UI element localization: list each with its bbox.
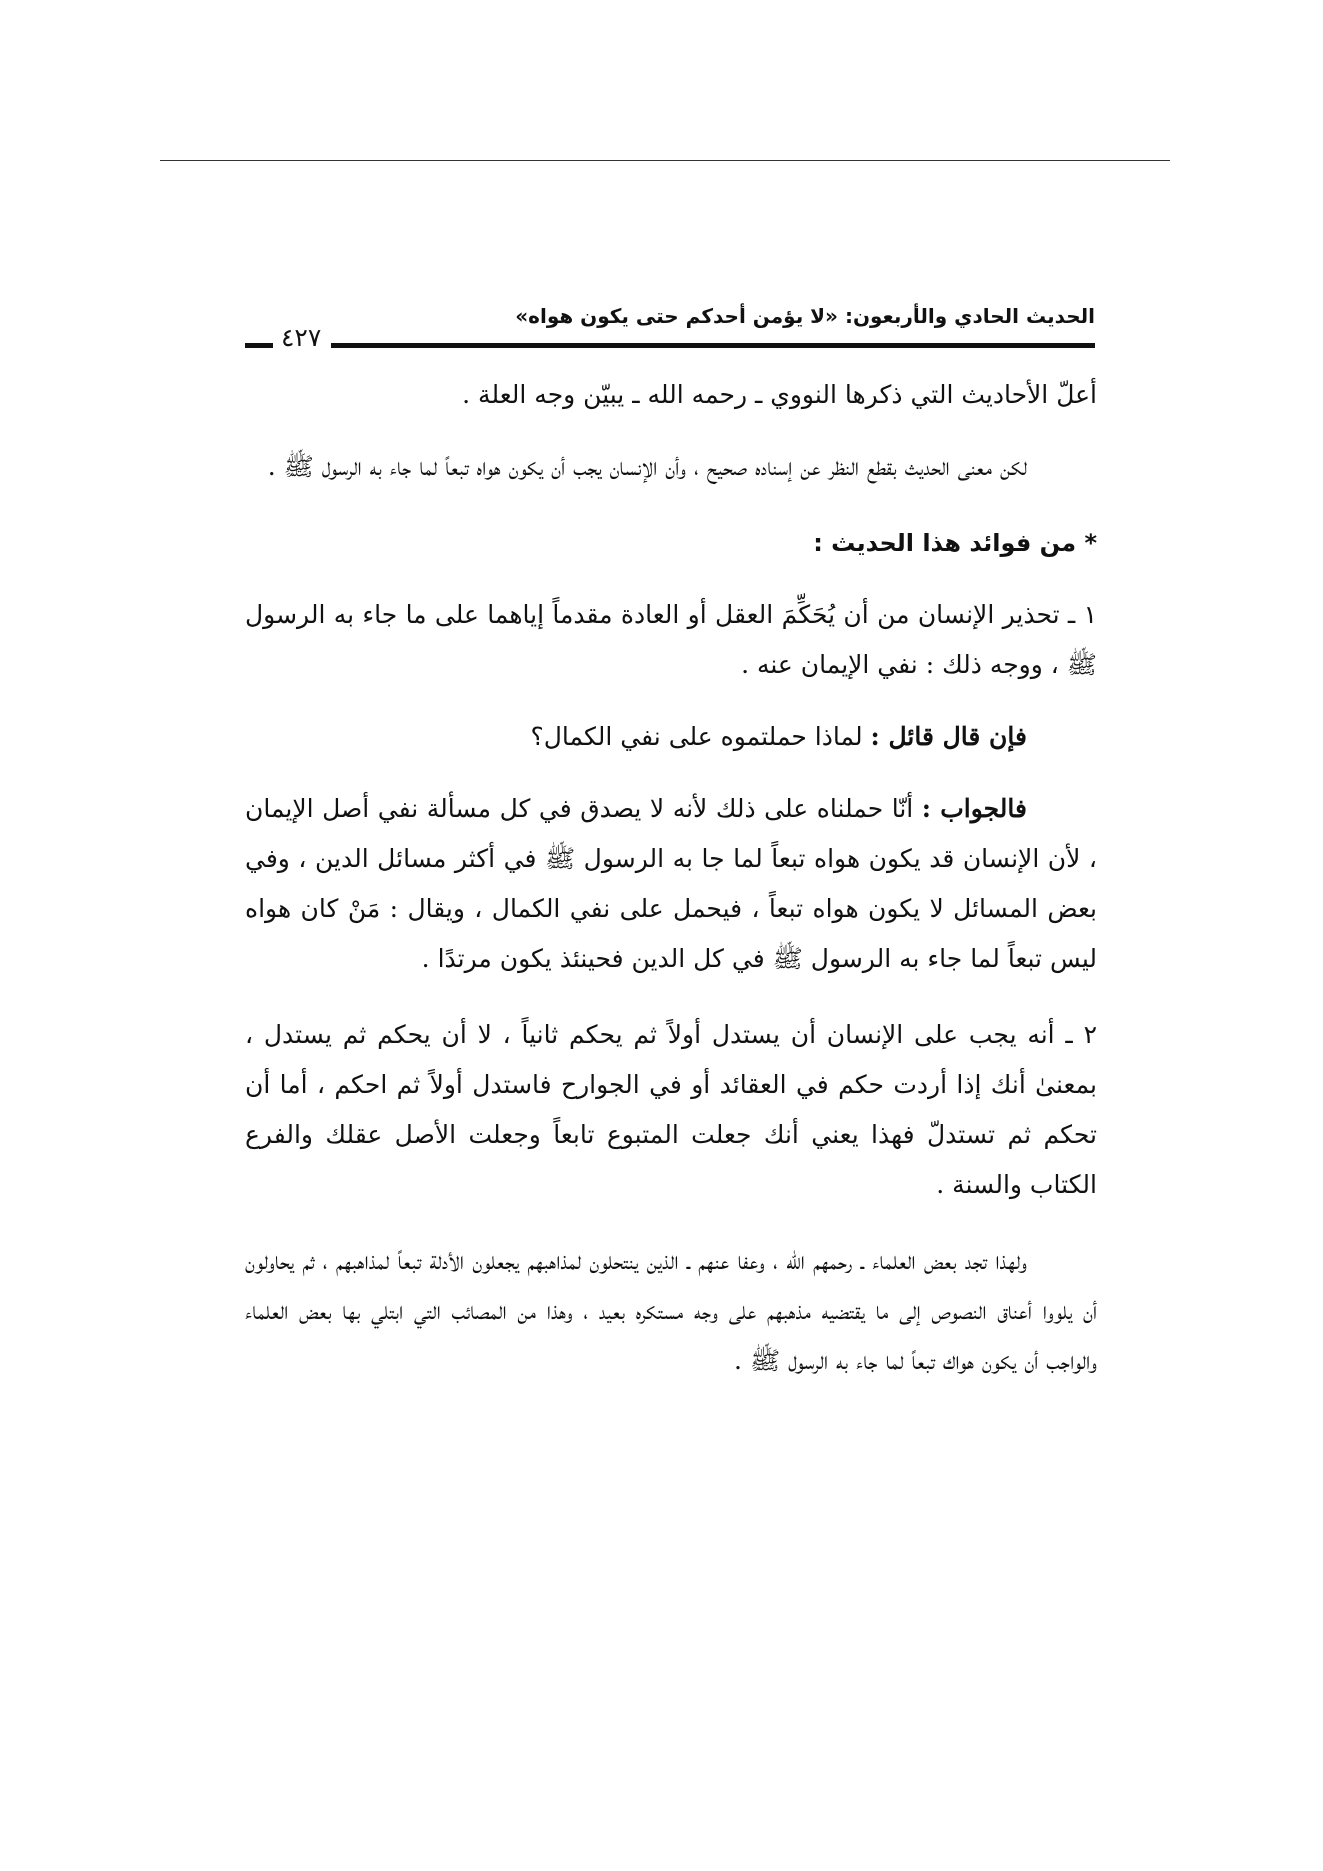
page-number: ٤٢٧: [281, 323, 322, 352]
running-header-title: الحديث الحادي والأربعون: «لا يؤمن أحدكم حتى يكون هواه»: [515, 304, 1095, 328]
paragraph-2: لكن معنى الحديث بقطع النظر عن إسناده صحيح ، وأن الإنسان يجب أن يكون هواه تبعاً لما جاء به الرسول ﷺ .: [267, 452, 1027, 481]
header-rule: [245, 323, 1095, 352]
question-paragraph: [245, 712, 1097, 762]
answer-paragraph: [245, 784, 1097, 984]
paragraph-1: أعلّ الأحاديث التي ذكرها النووي ـ رحمه الله ـ يبيّن وجه العلة .: [462, 380, 1097, 409]
section-heading: * من فوائد هذا الحديث :: [813, 529, 1097, 557]
paragraph-benefit-2: ٢ ـ أنه يجب على الإنسان أن يستدل أولاً ثم يحكم ثانياً ، لا أن يحكم ثم يستدل ، بمعنىٰ أنك إذا أردت حكم في العقائد أو في الجوارح فاستدل أولاً ثم احكم ، أما أن تحكم ثم تستدلّ فهذا يعني أنك جعلت المتبوع تابعاً وجعلت الأصل عقلك والفرع الكتاب والسنة .: [245, 1020, 1097, 1199]
answer-text: أنّا حملناه على ذلك لأنه لا يصدق في كل مسألة نفي أصل الإيمان ، لأن الإنسان قد يكون هواه تبعاً لما جا به الرسول ﷺ في أكثر مسائل الدين ، وفي بعض المسائل لا يكون هواه تبعاً ، فيحمل على نفي الكمال ، ويقال : مَنْ كان هواه ليس تبعاً لما جاء به الرسول ﷺ في كل الدين فحينئذ يكون مرتدًا .: [245, 794, 1097, 973]
paragraph-final: ولهذا تجد بعض العلماء ـ رحمهم الله ، وعفا عنهم ـ الذين ينتحلون لمذاهبهم يجعلون الأدلة تبعاً لمذاهبهم ، ثم يحاولون أن يلووا أعناق النصوص إلى ما يقتضيه مذهبهم على وجه مستكره بعيد ، وهذا من المصائب التي ابتلي بها بعض العلماء والواجب أن يكون هواك تبعاً لما جاء به الرسول ﷺ .: [245, 1246, 1097, 1375]
paragraph-benefit-1: ١ ـ تحذير الإنسان من أن يُحَكِّمَ العقل أو العادة مقدماً إياهما على ما جاء به الرسول ﷺ ، ووجه ذلك : نفي الإيمان عنه .: [245, 600, 1097, 679]
top-rule: [160, 160, 1170, 161]
header-rule-left-bar: [245, 343, 273, 348]
answer-label: فالجواب :: [921, 794, 1027, 823]
header-rule-line: [331, 343, 1095, 348]
running-header: [245, 304, 1095, 360]
body-text: [245, 370, 1097, 1412]
question-label: فإن قال قائل :: [870, 722, 1027, 751]
question-text: لماذا حملتموه على نفي الكمال؟: [530, 722, 871, 751]
